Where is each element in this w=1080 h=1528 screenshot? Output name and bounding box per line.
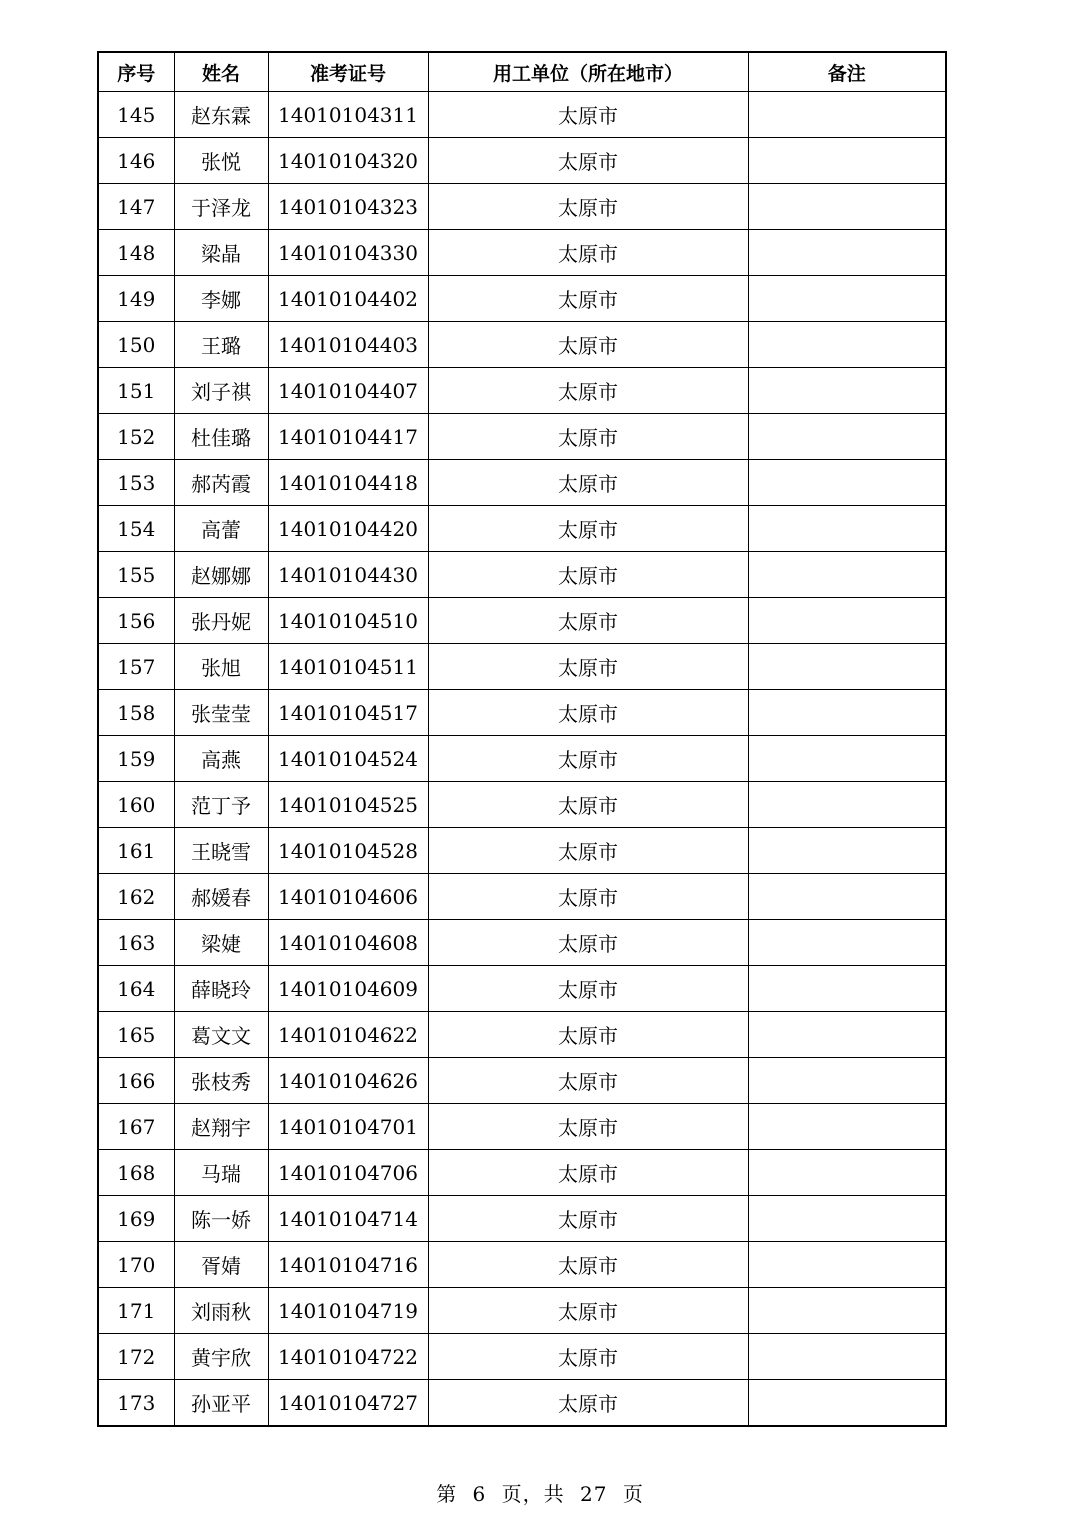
cell-name: 高蕾 [174, 506, 268, 552]
footer-page-number: 6 [472, 1482, 487, 1506]
cell-unit: 太原市 [428, 1150, 748, 1196]
cell-unit: 太原市 [428, 690, 748, 736]
table-row [98, 598, 946, 644]
cell-ticket: 14010104407 [268, 368, 428, 414]
cell-unit: 太原市 [428, 414, 748, 460]
cell-unit: 太原市 [428, 368, 748, 414]
cell-seq: 161 [98, 828, 174, 874]
cell-note [748, 368, 946, 414]
cell-seq: 166 [98, 1058, 174, 1104]
cell-seq: 170 [98, 1242, 174, 1288]
cell-ticket: 14010104417 [268, 414, 428, 460]
cell-ticket: 14010104323 [268, 184, 428, 230]
cell-seq: 162 [98, 874, 174, 920]
cell-seq: 152 [98, 414, 174, 460]
cell-name: 杜佳璐 [174, 414, 268, 460]
cell-ticket: 14010104403 [268, 322, 428, 368]
table-row [98, 736, 946, 782]
cell-ticket: 14010104517 [268, 690, 428, 736]
cell-note [748, 1150, 946, 1196]
cell-name: 刘雨秋 [174, 1288, 268, 1334]
cell-name: 陈一娇 [174, 1196, 268, 1242]
table-row [98, 782, 946, 828]
table-row [98, 138, 946, 184]
cell-note [748, 736, 946, 782]
cell-name: 于泽龙 [174, 184, 268, 230]
table-row [98, 276, 946, 322]
table-row [98, 322, 946, 368]
cell-seq: 168 [98, 1150, 174, 1196]
cell-unit: 太原市 [428, 1104, 748, 1150]
table-row [98, 1104, 946, 1150]
cell-note [748, 690, 946, 736]
cell-unit: 太原市 [428, 1242, 748, 1288]
cell-ticket: 14010104608 [268, 920, 428, 966]
cell-note [748, 138, 946, 184]
cell-seq: 145 [98, 92, 174, 138]
cell-note [748, 184, 946, 230]
cell-note [748, 644, 946, 690]
cell-seq: 159 [98, 736, 174, 782]
cell-unit: 太原市 [428, 644, 748, 690]
cell-name: 梁晶 [174, 230, 268, 276]
cell-note [748, 230, 946, 276]
cell-unit: 太原市 [428, 1196, 748, 1242]
table-row [98, 92, 946, 138]
cell-unit: 太原市 [428, 828, 748, 874]
cell-seq: 149 [98, 276, 174, 322]
cell-seq: 163 [98, 920, 174, 966]
table-row [98, 690, 946, 736]
cell-note [748, 920, 946, 966]
table-row [98, 874, 946, 920]
cell-ticket: 14010104609 [268, 966, 428, 1012]
cell-seq: 150 [98, 322, 174, 368]
cell-ticket: 14010104525 [268, 782, 428, 828]
cell-name: 张悦 [174, 138, 268, 184]
table-row [98, 506, 946, 552]
table-row [98, 920, 946, 966]
cell-unit: 太原市 [428, 230, 748, 276]
cell-note [748, 966, 946, 1012]
cell-name: 王璐 [174, 322, 268, 368]
cell-unit: 太原市 [428, 736, 748, 782]
cell-note [748, 1288, 946, 1334]
cell-seq: 151 [98, 368, 174, 414]
header-note: 备注 [748, 52, 946, 92]
cell-note [748, 276, 946, 322]
cell-unit: 太原市 [428, 598, 748, 644]
cell-ticket: 14010104418 [268, 460, 428, 506]
cell-unit: 太原市 [428, 276, 748, 322]
table-row [98, 1334, 946, 1380]
cell-note [748, 874, 946, 920]
cell-name: 黄宇欣 [174, 1334, 268, 1380]
footer-total-pages: 27 [580, 1482, 608, 1506]
cell-seq: 158 [98, 690, 174, 736]
cell-seq: 148 [98, 230, 174, 276]
table-row [98, 230, 946, 276]
cell-unit: 太原市 [428, 184, 748, 230]
table-row [98, 1288, 946, 1334]
cell-name: 张丹妮 [174, 598, 268, 644]
cell-name: 郝媛春 [174, 874, 268, 920]
cell-unit: 太原市 [428, 1334, 748, 1380]
table-row [98, 414, 946, 460]
cell-name: 梁婕 [174, 920, 268, 966]
cell-note [748, 782, 946, 828]
cell-seq: 173 [98, 1380, 174, 1427]
table-row [98, 460, 946, 506]
cell-seq: 164 [98, 966, 174, 1012]
cell-note [748, 1058, 946, 1104]
roster-table [97, 51, 947, 1427]
table-row [98, 828, 946, 874]
cell-seq: 165 [98, 1012, 174, 1058]
cell-seq: 171 [98, 1288, 174, 1334]
roster-body [98, 92, 946, 1427]
cell-ticket: 14010104722 [268, 1334, 428, 1380]
cell-seq: 153 [98, 460, 174, 506]
cell-name: 张莹莹 [174, 690, 268, 736]
cell-note [748, 92, 946, 138]
cell-note [748, 552, 946, 598]
cell-name: 刘子祺 [174, 368, 268, 414]
cell-name: 赵翔宇 [174, 1104, 268, 1150]
footer-suffix: 页 [622, 1482, 644, 1506]
cell-note [748, 506, 946, 552]
cell-note [748, 1104, 946, 1150]
cell-unit: 太原市 [428, 920, 748, 966]
footer-middle: 页，共 [501, 1482, 565, 1506]
table-row [98, 966, 946, 1012]
cell-ticket: 14010104719 [268, 1288, 428, 1334]
cell-unit: 太原市 [428, 1380, 748, 1427]
table-row [98, 644, 946, 690]
cell-ticket: 14010104622 [268, 1012, 428, 1058]
table-row [98, 1058, 946, 1104]
cell-seq: 172 [98, 1334, 174, 1380]
cell-note [748, 460, 946, 506]
header-ticket: 准考证号 [268, 52, 428, 92]
cell-name: 李娜 [174, 276, 268, 322]
cell-unit: 太原市 [428, 966, 748, 1012]
cell-name: 马瑞 [174, 1150, 268, 1196]
table-row [98, 1380, 946, 1427]
table-row [98, 1012, 946, 1058]
cell-note [748, 598, 946, 644]
cell-note [748, 1334, 946, 1380]
cell-name: 郝芮霞 [174, 460, 268, 506]
cell-name: 张旭 [174, 644, 268, 690]
cell-name: 葛文文 [174, 1012, 268, 1058]
cell-note [748, 414, 946, 460]
cell-ticket: 14010104524 [268, 736, 428, 782]
cell-ticket: 14010104511 [268, 644, 428, 690]
cell-name: 王晓雪 [174, 828, 268, 874]
cell-unit: 太原市 [428, 506, 748, 552]
cell-name: 高燕 [174, 736, 268, 782]
header-seq: 序号 [98, 52, 174, 92]
cell-seq: 154 [98, 506, 174, 552]
page-footer [0, 1478, 1080, 1507]
cell-name: 范丁予 [174, 782, 268, 828]
table-row [98, 368, 946, 414]
header-name: 姓名 [174, 52, 268, 92]
cell-unit: 太原市 [428, 322, 748, 368]
table-row [98, 1150, 946, 1196]
cell-ticket: 14010104311 [268, 92, 428, 138]
cell-unit: 太原市 [428, 460, 748, 506]
cell-name: 张枝秀 [174, 1058, 268, 1104]
cell-name: 赵东霖 [174, 92, 268, 138]
header-unit: 用工单位（所在地市） [428, 52, 748, 92]
cell-ticket: 14010104420 [268, 506, 428, 552]
cell-ticket: 14010104701 [268, 1104, 428, 1150]
cell-note [748, 828, 946, 874]
cell-ticket: 14010104330 [268, 230, 428, 276]
cell-ticket: 14010104528 [268, 828, 428, 874]
cell-seq: 167 [98, 1104, 174, 1150]
header-row [98, 52, 946, 92]
cell-note [748, 1196, 946, 1242]
cell-seq: 146 [98, 138, 174, 184]
cell-unit: 太原市 [428, 1012, 748, 1058]
cell-unit: 太原市 [428, 92, 748, 138]
cell-note [748, 1380, 946, 1427]
cell-ticket: 14010104320 [268, 138, 428, 184]
cell-name: 薛晓玲 [174, 966, 268, 1012]
cell-ticket: 14010104606 [268, 874, 428, 920]
cell-unit: 太原市 [428, 1058, 748, 1104]
cell-unit: 太原市 [428, 552, 748, 598]
cell-name: 孙亚平 [174, 1380, 268, 1427]
cell-seq: 160 [98, 782, 174, 828]
cell-ticket: 14010104716 [268, 1242, 428, 1288]
cell-unit: 太原市 [428, 138, 748, 184]
table-row [98, 1196, 946, 1242]
cell-ticket: 14010104714 [268, 1196, 428, 1242]
table-row [98, 1242, 946, 1288]
cell-ticket: 14010104510 [268, 598, 428, 644]
table-row [98, 184, 946, 230]
cell-unit: 太原市 [428, 874, 748, 920]
cell-seq: 156 [98, 598, 174, 644]
cell-unit: 太原市 [428, 1288, 748, 1334]
cell-note [748, 1242, 946, 1288]
cell-note [748, 1012, 946, 1058]
cell-seq: 155 [98, 552, 174, 598]
cell-ticket: 14010104727 [268, 1380, 428, 1427]
cell-seq: 169 [98, 1196, 174, 1242]
cell-ticket: 14010104706 [268, 1150, 428, 1196]
cell-name: 胥婧 [174, 1242, 268, 1288]
cell-ticket: 14010104430 [268, 552, 428, 598]
cell-seq: 147 [98, 184, 174, 230]
cell-note [748, 322, 946, 368]
cell-seq: 157 [98, 644, 174, 690]
footer-prefix: 第 [436, 1482, 458, 1506]
cell-ticket: 14010104626 [268, 1058, 428, 1104]
cell-ticket: 14010104402 [268, 276, 428, 322]
cell-name: 赵娜娜 [174, 552, 268, 598]
table-row [98, 552, 946, 598]
cell-unit: 太原市 [428, 782, 748, 828]
